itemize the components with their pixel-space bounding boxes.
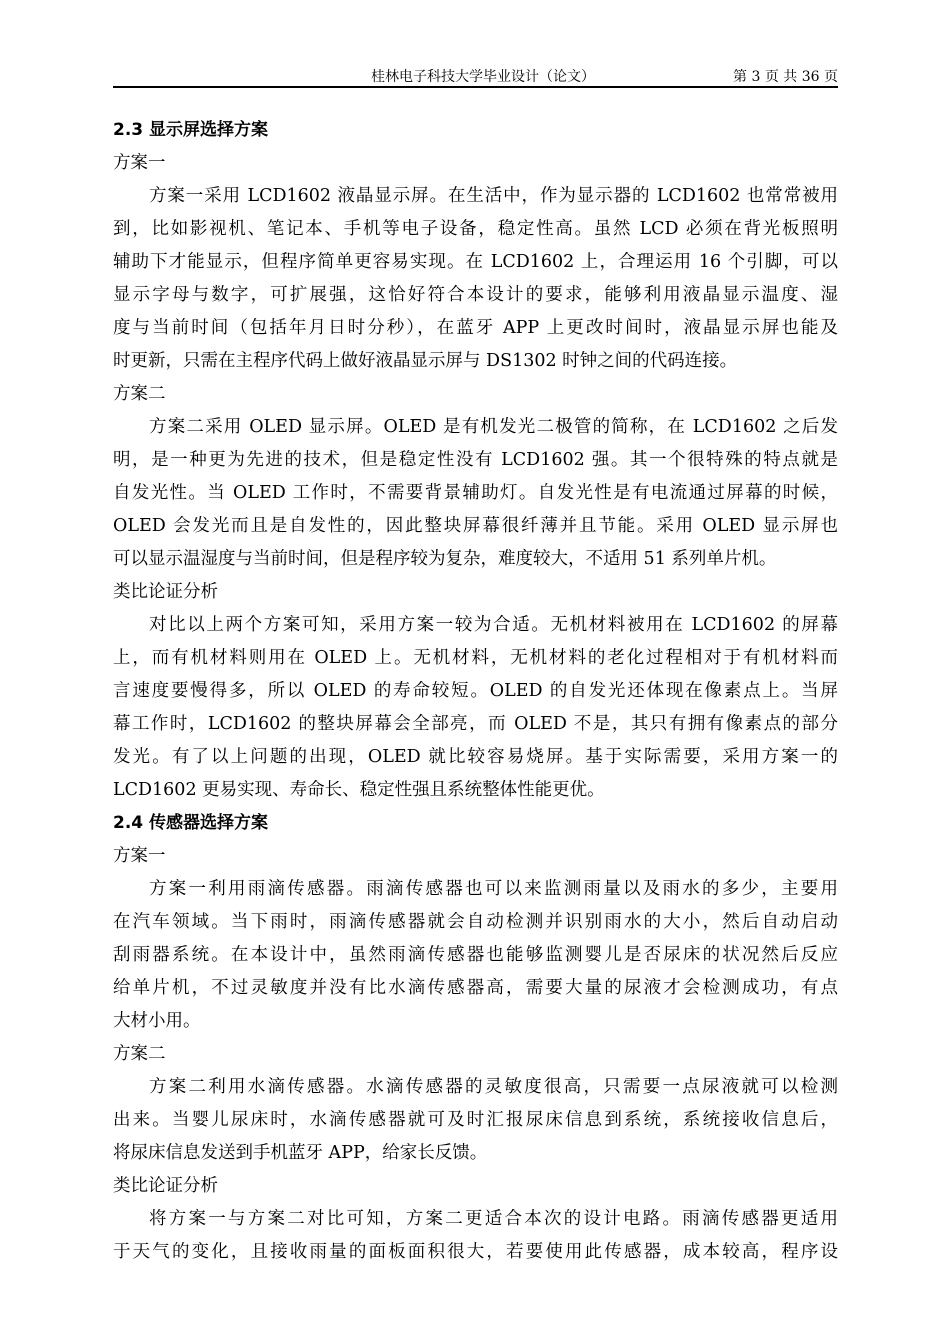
- subsection-label: 类比论证分析: [113, 582, 218, 602]
- body-text-line: 方案一采用 LCD1602 液晶显示屏。在生活中，作为显示器的 LCD1602 也常常被用: [149, 186, 838, 206]
- body-text-line: LCD1602 更易实现、寿命长、稳定性强且系统整体性能更优。: [113, 780, 605, 800]
- body-text-line: 自发光性。当 OLED 工作时，不需要背景辅助灯。自发光性是有电流通过屏幕的时候，: [113, 483, 838, 503]
- body-text-line: 发光。有了以上问题的出现，OLED 就比较容易烧屏。基于实际需要，采用方案一的: [113, 747, 838, 767]
- body-text-line: 可以显示温湿度与当前时间，但是程序较为复杂，难度较大，不适用 51 系列单片机。: [113, 549, 777, 569]
- header-school-title: 桂林电子科技大学毕业设计（论文）: [371, 69, 595, 85]
- body-text-line: OLED 会发光而且是自发性的，因此整块屏幕很纤薄并且节能。采用 OLED 显示屏也: [113, 516, 838, 536]
- body-text-line: 刮雨器系统。在本设计中，虽然雨滴传感器也能够监测婴儿是否尿床的状况然后反应: [113, 945, 838, 965]
- document-body: [113, 114, 838, 1269]
- subsection-label: 方案一: [113, 153, 166, 173]
- header-page-info: 第 3 页 共 36 页: [733, 69, 838, 85]
- section-heading: 2.3 显示屏选择方案: [113, 120, 269, 140]
- body-text-line: 方案二采用 OLED 显示屏。OLED 是有机发光二极管的简称，在 LCD1602 之后发: [149, 417, 838, 437]
- section-heading: 2.4 传感器选择方案: [113, 813, 269, 833]
- subsection-label: 类比论证分析: [113, 1176, 218, 1196]
- body-text-line: 方案二利用水滴传感器。水滴传感器的灵敏度很高，只需要一点尿液就可以检测: [149, 1077, 838, 1097]
- body-text-line: 上，而有机材料则用在 OLED 上。无机材料，无机材料的老化过程相对于有机材料而: [113, 648, 838, 668]
- body-text-line: 度与当前时间（包括年月日时分秒），在蓝牙 APP 上更改时间时，液晶显示屏也能及: [113, 318, 838, 338]
- body-text-line: 方案一利用雨滴传感器。雨滴传感器也可以来监测雨量以及雨水的多少，主要用: [149, 879, 838, 899]
- body-text-line: 幕工作时，LCD1602 的整块屏幕会全部亮，而 OLED 不是，其只有拥有像素点的部分: [113, 714, 838, 734]
- body-text-line: 大材小用。: [113, 1011, 201, 1031]
- body-text-line: 到，比如影视机、笔记本、手机等电子设备，稳定性高。虽然 LCD 必须在背光板照明: [113, 219, 838, 239]
- body-text-line: 言速度要慢得多，所以 OLED 的寿命较短。OLED 的自发光还体现在像素点上。当屏: [113, 681, 838, 701]
- body-text-line: 在汽车领域。当下雨时，雨滴传感器就会自动检测并识别雨水的大小，然后自动启动: [113, 912, 838, 932]
- body-text-line: 于天气的变化，且接收雨量的面板面积很大，若要使用此传感器，成本较高，程序设: [113, 1242, 838, 1262]
- body-text-line: 明，是一种更为先进的技术，但是稳定性没有 LCD1602 强。其一个很特殊的特点就是: [113, 450, 838, 470]
- body-text-line: 对比以上两个方案可知，采用方案一较为合适。无机材料被用在 LCD1602 的屏幕: [149, 615, 838, 635]
- subsection-label: 方案二: [113, 1044, 166, 1064]
- body-text-line: 将方案一与方案二对比可知，方案二更适合本次的设计电路。雨滴传感器更适用: [149, 1209, 838, 1229]
- subsection-label: 方案一: [113, 846, 166, 866]
- body-text-line: 显示字母与数字，可扩展强，这恰好符合本设计的要求，能够利用液晶显示温度、湿: [113, 285, 838, 305]
- page-header: [113, 62, 838, 88]
- body-text-line: 出来。当婴儿尿床时，水滴传感器就可及时汇报尿床信息到系统，系统接收信息后，: [113, 1110, 838, 1130]
- body-text-line: 辅助下才能显示，但程序简单更容易实现。在 LCD1602 上，合理运用 16 个引脚，可以: [113, 252, 838, 272]
- subsection-label: 方案二: [113, 384, 166, 404]
- body-text-line: 时更新，只需在主程序代码上做好液晶显示屏与 DS1302 时钟之间的代码连接。: [113, 351, 738, 371]
- body-text-line: 给单片机，不过灵敏度并没有比水滴传感器高，需要大量的尿液才会检测成功，有点: [113, 978, 838, 998]
- body-text-line: 将尿床信息发送到手机蓝牙 APP，给家长反馈。: [113, 1143, 488, 1163]
